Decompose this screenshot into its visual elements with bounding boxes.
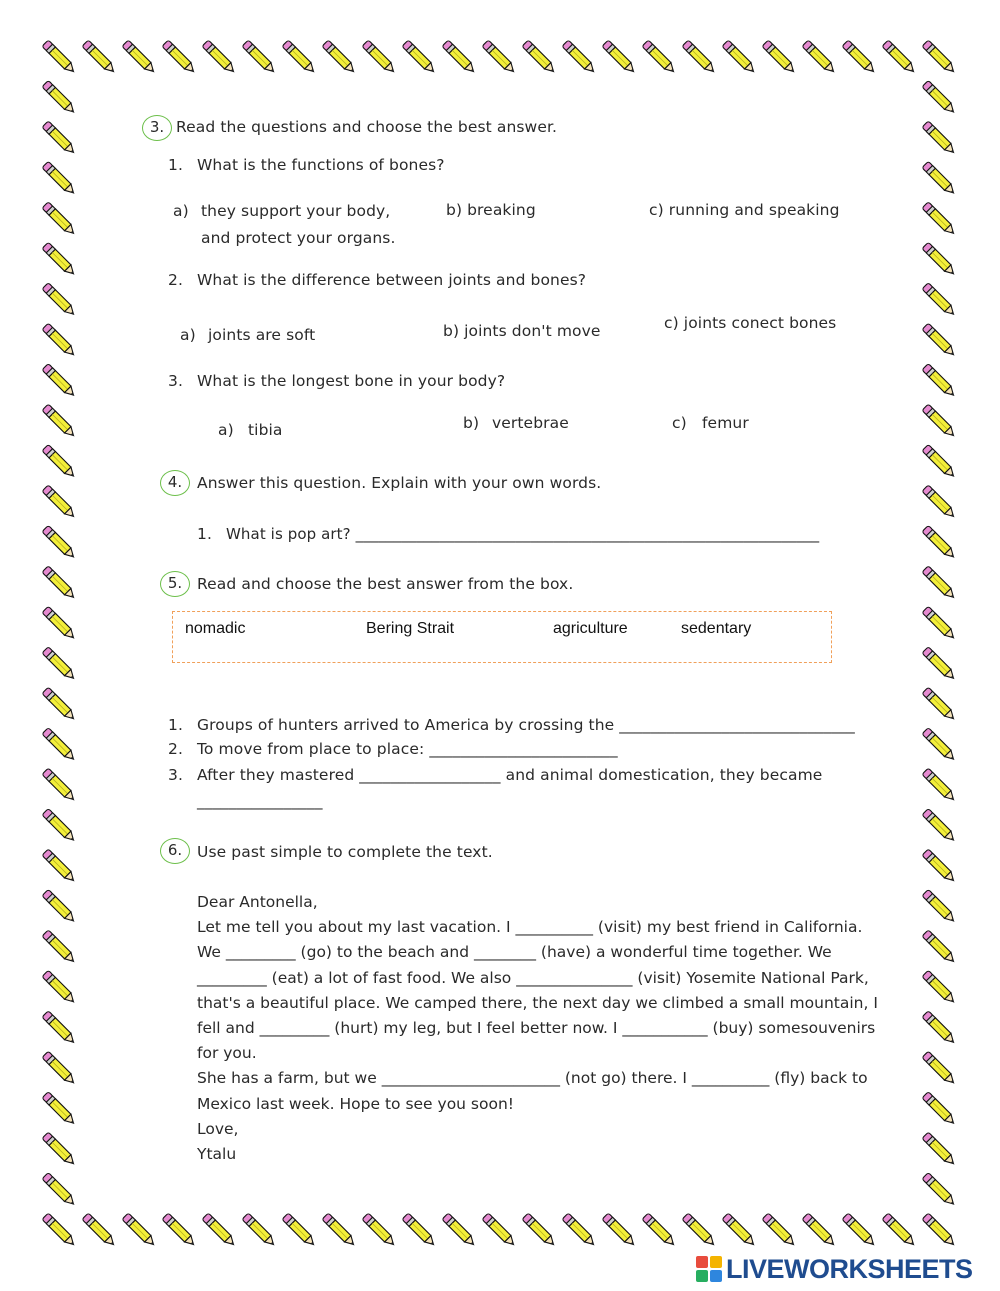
- pencil-icon: [922, 768, 958, 804]
- pencil-icon: [242, 1213, 278, 1249]
- pencil-icon: [842, 1213, 878, 1249]
- pencil-icon: [922, 283, 958, 319]
- pencil-icon: [442, 40, 478, 76]
- pencil-icon: [922, 242, 958, 278]
- q2-option-a[interactable]: joints are soft: [208, 326, 316, 344]
- pencil-icon: [722, 1213, 758, 1249]
- pencil-icon: [202, 1213, 238, 1249]
- pencil-icon: [42, 40, 78, 76]
- pencil-icon: [42, 364, 78, 400]
- q3-number: 3.: [168, 372, 183, 390]
- pencil-icon: [922, 525, 958, 561]
- pencil-icon: [42, 1132, 78, 1168]
- pencil-icon: [522, 40, 558, 76]
- letter-line[interactable]: She has a farm, but we _______________________ (not go) there. I __________ (fly) back to: [197, 1069, 868, 1088]
- q2-text: What is the difference between joints and bones?: [197, 271, 587, 289]
- q3-option-c-label[interactable]: c): [672, 414, 687, 432]
- pencil-icon: [362, 40, 398, 76]
- pencil-icon: [682, 1213, 718, 1249]
- pencil-icon: [42, 485, 78, 521]
- q2-option-c[interactable]: c) joints conect bones: [664, 314, 837, 332]
- pencil-icon: [802, 40, 838, 76]
- letter-line: Love,: [197, 1119, 239, 1138]
- q2-option-b[interactable]: b) joints don't move: [443, 322, 601, 340]
- pencil-icon: [122, 1213, 158, 1249]
- q3-option-a-label[interactable]: a): [218, 421, 234, 439]
- section-5-instruction: Read and choose the best answer from the box.: [197, 575, 574, 593]
- pencil-icon: [82, 1213, 118, 1249]
- s5-item-1-number: 1.: [168, 716, 183, 734]
- pencil-icon: [922, 161, 958, 197]
- pencil-icon: [42, 647, 78, 683]
- pencil-icon: [42, 768, 78, 804]
- letter-line[interactable]: Let me tell you about my last vacation. I __________ (visit) my best friend in California.: [197, 918, 863, 937]
- q1-option-a-line2[interactable]: and protect your organs.: [201, 229, 396, 247]
- q1-number: 1.: [168, 156, 183, 174]
- pencil-icon: [762, 1213, 798, 1249]
- letter-line: Ytalu: [197, 1145, 237, 1164]
- pencil-icon: [282, 1213, 318, 1249]
- pencil-icon: [402, 40, 438, 76]
- pencil-icon: [42, 404, 78, 440]
- pencil-icon: [922, 121, 958, 157]
- pencil-icon: [282, 40, 318, 76]
- q1-option-a-label[interactable]: a): [173, 202, 189, 220]
- pencil-icon: [642, 1213, 678, 1249]
- pencil-icon: [562, 1213, 598, 1249]
- pencil-icon: [922, 404, 958, 440]
- section-3-instruction: Read the questions and choose the best answer.: [176, 118, 558, 136]
- pencil-icon: [42, 323, 78, 359]
- pencil-icon: [362, 1213, 398, 1249]
- q3-option-c[interactable]: femur: [702, 414, 749, 432]
- letter-line[interactable]: fell and _________ (hurt) my leg, but I feel better now. I ___________ (buy) somesouvenirs: [197, 1019, 876, 1038]
- pencil-icon: [922, 606, 958, 642]
- pencil-icon: [42, 970, 78, 1006]
- pencil-icon: [402, 1213, 438, 1249]
- s5-item-3[interactable]: After they mastered __________________ and animal domestication, they became: [197, 766, 823, 784]
- pencil-icon: [922, 1173, 958, 1209]
- pencil-icon: [42, 808, 78, 844]
- pencil-icon: [722, 40, 758, 76]
- pencil-icon: [322, 40, 358, 76]
- liveworksheets-logo: [696, 1254, 973, 1284]
- pencil-icon: [42, 849, 78, 885]
- pencil-icon: [42, 121, 78, 157]
- pencil-icon: [922, 1011, 958, 1047]
- q1-option-c[interactable]: c) running and speaking: [649, 201, 840, 219]
- pencil-icon: [42, 161, 78, 197]
- word-nomadic: nomadic: [185, 620, 246, 637]
- pencil-icon: [922, 323, 958, 359]
- q3-option-b-label[interactable]: b): [463, 414, 480, 432]
- pencil-icon: [922, 1092, 958, 1128]
- pencil-icon: [82, 40, 118, 76]
- pencil-icon: [922, 687, 958, 723]
- pencil-icon: [922, 566, 958, 602]
- pencil-icon: [922, 364, 958, 400]
- pencil-icon: [122, 40, 158, 76]
- pencil-icon: [42, 202, 78, 238]
- word-bering-strait: Bering Strait: [366, 620, 455, 637]
- pencil-icon: [922, 1132, 958, 1168]
- pencil-icon: [922, 80, 958, 116]
- section-6-instruction: Use past simple to complete the text.: [197, 843, 493, 861]
- pencil-icon: [242, 40, 278, 76]
- section-3-number: 3.: [142, 115, 172, 141]
- pencil-icon: [922, 889, 958, 925]
- letter-line: for you.: [197, 1044, 257, 1063]
- section-6-number: 6.: [160, 838, 190, 864]
- word-sedentary: sedentary: [681, 620, 752, 637]
- pencil-icon: [522, 1213, 558, 1249]
- liveworksheets-mark-icon: [696, 1256, 722, 1282]
- word-agriculture: agriculture: [553, 620, 628, 637]
- pencil-icon: [922, 40, 958, 76]
- letter-line: Mexico last week. Hope to see you soon!: [197, 1094, 515, 1113]
- q2-option-a-label[interactable]: a): [180, 326, 196, 344]
- pencil-icon: [322, 1213, 358, 1249]
- q2-number: 2.: [168, 271, 183, 289]
- section-5-number: 5.: [160, 571, 190, 597]
- letter-text: [197, 890, 877, 1167]
- pencil-icon: [42, 728, 78, 764]
- pencil-icon: [602, 40, 638, 76]
- pencil-icon: [162, 40, 198, 76]
- s5-item-2[interactable]: To move from place to place: ________________________: [197, 740, 618, 758]
- pencil-icon: [922, 930, 958, 966]
- pencil-icon: [882, 1213, 918, 1249]
- pencil-icon: [42, 444, 78, 480]
- q3-option-a[interactable]: tibia: [248, 421, 283, 439]
- pencil-icon: [922, 849, 958, 885]
- pencil-icon: [42, 1011, 78, 1047]
- logo-text: LIVEWORKSHEETS: [726, 1253, 973, 1284]
- pencil-icon: [42, 80, 78, 116]
- pencil-icon: [42, 930, 78, 966]
- pencil-icon: [562, 40, 598, 76]
- pencil-icon: [922, 444, 958, 480]
- pencil-icon: [762, 40, 798, 76]
- pop-art-number: 1.: [197, 525, 212, 543]
- pencil-icon: [922, 808, 958, 844]
- section-4-number: 4.: [160, 470, 190, 496]
- pencil-icon: [922, 647, 958, 683]
- pencil-icon: [482, 40, 518, 76]
- pencil-icon: [42, 687, 78, 723]
- pencil-icon: [42, 1173, 78, 1209]
- pop-art-question[interactable]: What is pop art? _____________________________________________________________: [226, 525, 820, 543]
- pencil-icon: [482, 1213, 518, 1249]
- pencil-icon: [42, 1092, 78, 1128]
- letter-line[interactable]: _________ (eat) a lot of fast food. We also _______________ (visit) Yosemite National Park,: [197, 968, 869, 987]
- s5-item-3-blank[interactable]: ________________: [197, 792, 323, 810]
- s5-item-3-number: 3.: [168, 766, 183, 784]
- pencil-icon: [922, 485, 958, 521]
- pencil-icon: [922, 202, 958, 238]
- pencil-icon: [922, 728, 958, 764]
- letter-line[interactable]: We _________ (go) to the beach and ________ (have) a wonderful time together. We: [197, 943, 832, 962]
- pencil-icon: [42, 889, 78, 925]
- pencil-icon: [842, 40, 878, 76]
- pencil-icon: [602, 1213, 638, 1249]
- section-4-instruction: Answer this question. Explain with your own words.: [197, 474, 602, 492]
- s5-item-2-number: 2.: [168, 740, 183, 758]
- pencil-icon: [42, 242, 78, 278]
- pencil-icon: [442, 1213, 478, 1249]
- letter-line: that's a beautiful place. We camped there, the next day we climbed a small mountain, I: [197, 993, 878, 1012]
- pencil-icon: [202, 40, 238, 76]
- pencil-icon: [642, 40, 678, 76]
- pencil-icon: [42, 1213, 78, 1249]
- pencil-icon: [882, 40, 918, 76]
- pencil-icon: [42, 566, 78, 602]
- pencil-icon: [682, 40, 718, 76]
- q1-text: What is the functions of bones?: [197, 156, 445, 174]
- pencil-icon: [922, 1051, 958, 1087]
- q3-option-b[interactable]: vertebrae: [492, 414, 569, 432]
- pencil-icon: [42, 606, 78, 642]
- pencil-icon: [162, 1213, 198, 1249]
- pencil-icon: [922, 970, 958, 1006]
- pencil-icon: [802, 1213, 838, 1249]
- q1-option-a-line1[interactable]: they support your body,: [201, 202, 391, 220]
- pencil-icon: [922, 1213, 958, 1249]
- pencil-icon: [42, 283, 78, 319]
- s5-item-1[interactable]: Groups of hunters arrived to America by crossing the ______________________________: [197, 716, 855, 734]
- letter-line: Dear Antonella,: [197, 893, 318, 911]
- pencil-icon: [42, 525, 78, 561]
- q1-option-b[interactable]: b) breaking: [446, 201, 536, 219]
- q3-text: What is the longest bone in your body?: [197, 372, 506, 390]
- pencil-icon: [42, 1051, 78, 1087]
